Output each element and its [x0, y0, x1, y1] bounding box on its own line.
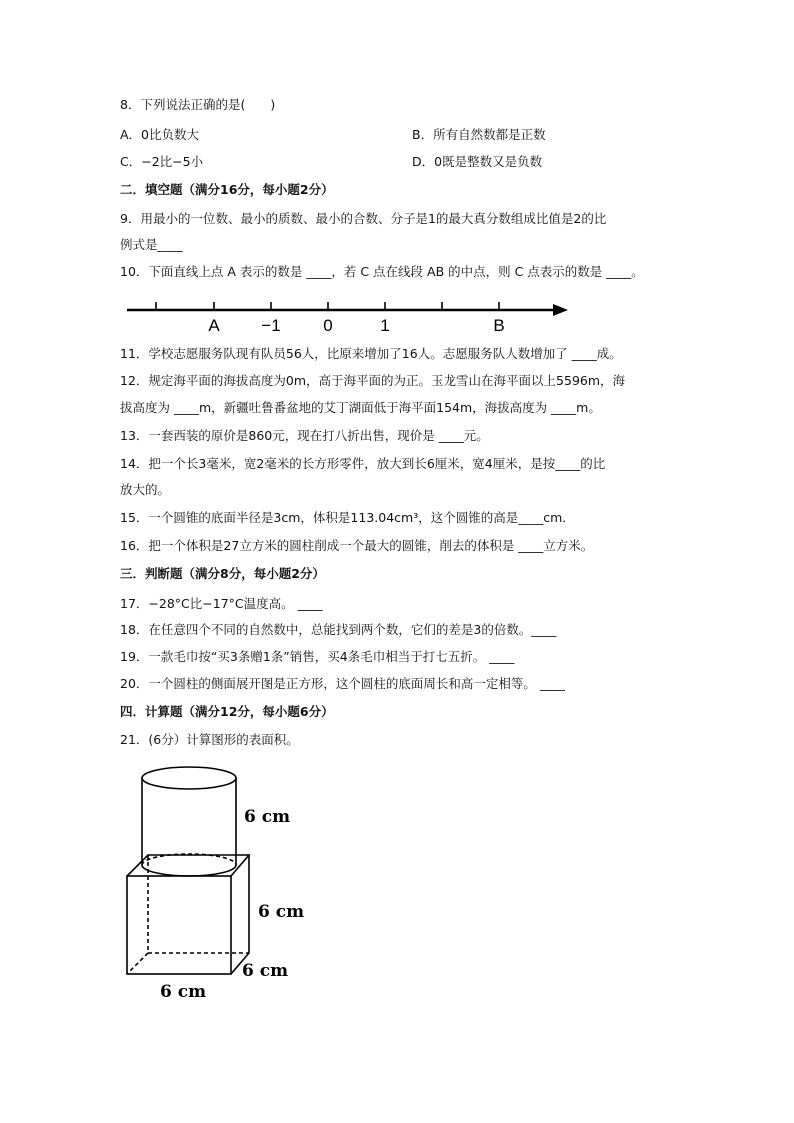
- label-minus-one: −1: [261, 316, 281, 335]
- q12-line2: 拔高度为 ____m，新疆吐鲁番盆地的艾丁湖面低于海平面154m，海拔高度为 ____m。: [120, 400, 601, 415]
- q13-text: 13．一套西装的原价是860元，现在打八折出售，现价是 ____元。: [120, 428, 489, 443]
- q8-option-a[interactable]: A．0比负数大: [120, 127, 200, 142]
- cube-depth-label: 6 cm: [242, 961, 289, 981]
- q18-text: 18．在任意四个不同的自然数中，总能找到两个数，它们的差是3的倍数。____: [120, 622, 557, 637]
- label-one: 1: [380, 316, 390, 335]
- section-2-heading: 二．填空题（满分16分，每小题2分）: [120, 182, 334, 197]
- cube-top-face: [127, 855, 249, 876]
- cylinder-top: [142, 767, 236, 789]
- q9-line2: 例式是____: [120, 237, 183, 252]
- q19-text: 19．一款毛巾按“买3条赠1条”销售，买4条毛巾相当于打七五折。 ____: [120, 649, 515, 664]
- cube-height-label: 6 cm: [258, 902, 305, 922]
- q17-text: 17．−28°C比−17°C温度高。 ____: [120, 596, 323, 611]
- cylinder-height-label: 6 cm: [244, 807, 291, 827]
- number-line-arrowhead: [553, 304, 568, 316]
- cylinder-on-cube-figure: [118, 758, 328, 1008]
- q8-option-c[interactable]: C．−2比−5小: [120, 154, 204, 169]
- q12-line1: 12．规定海平面的海拔高度为0m，高于海平面的为正。玉龙雪山在海平面以上5596m，海: [120, 373, 626, 388]
- q15-text: 15．一个圆锥的底面半径是3cm，体积是113.04cm³，这个圆锥的高是____cm．: [120, 510, 575, 525]
- label-a: A: [208, 316, 220, 335]
- q21-text: 21．(6分）计算图形的表面积。: [120, 732, 299, 747]
- q20-text: 20．一个圆柱的侧面展开图是正方形，这个圆柱的底面周长和高一定相等。 ____: [120, 676, 565, 691]
- q14-line1: 14．把一个长3毫米，宽2毫米的长方形零件，放大到长6厘米，宽4厘米，是按____的比: [120, 456, 606, 471]
- cylinder-bottom-front: [142, 865, 236, 876]
- q8-stem: 8．下列说法正确的是( ): [120, 97, 276, 112]
- cube-width-label: 6 cm: [160, 982, 207, 1002]
- label-b: B: [493, 316, 505, 335]
- number-line: [125, 294, 575, 336]
- cube-hidden-edge-diagonal: [127, 953, 148, 974]
- label-zero: 0: [323, 316, 333, 335]
- q14-line2: 放大的。: [120, 482, 171, 497]
- section-3-heading: 三．判断题（满分8分，每小题2分）: [120, 566, 325, 581]
- q9-line1: 9．用最小的一位数、最小的质数、最小的合数、分子是1的最大真分数组成比值是2的比: [120, 211, 607, 226]
- q8-option-d[interactable]: D．0既是整数又是负数: [412, 154, 543, 169]
- q16-text: 16．把一个体积是27立方米的圆柱削成一个最大的圆锥，削去的体积是 ____立方米。: [120, 538, 594, 553]
- q8-option-b[interactable]: B．所有自然数都是正数: [412, 127, 546, 142]
- q11-text: 11．学校志愿服务队现有队员56人，比原来增加了16人。志愿服务队人数增加了 ____成。: [120, 346, 622, 361]
- q10-text: 10．下面直线上点 A 表示的数是 ____，若 C 点在线段 AB 的中点，则 C 点表示的数是 ____。: [120, 264, 644, 279]
- section-4-heading: 四．计算题（满分12分，每小题6分）: [120, 704, 334, 719]
